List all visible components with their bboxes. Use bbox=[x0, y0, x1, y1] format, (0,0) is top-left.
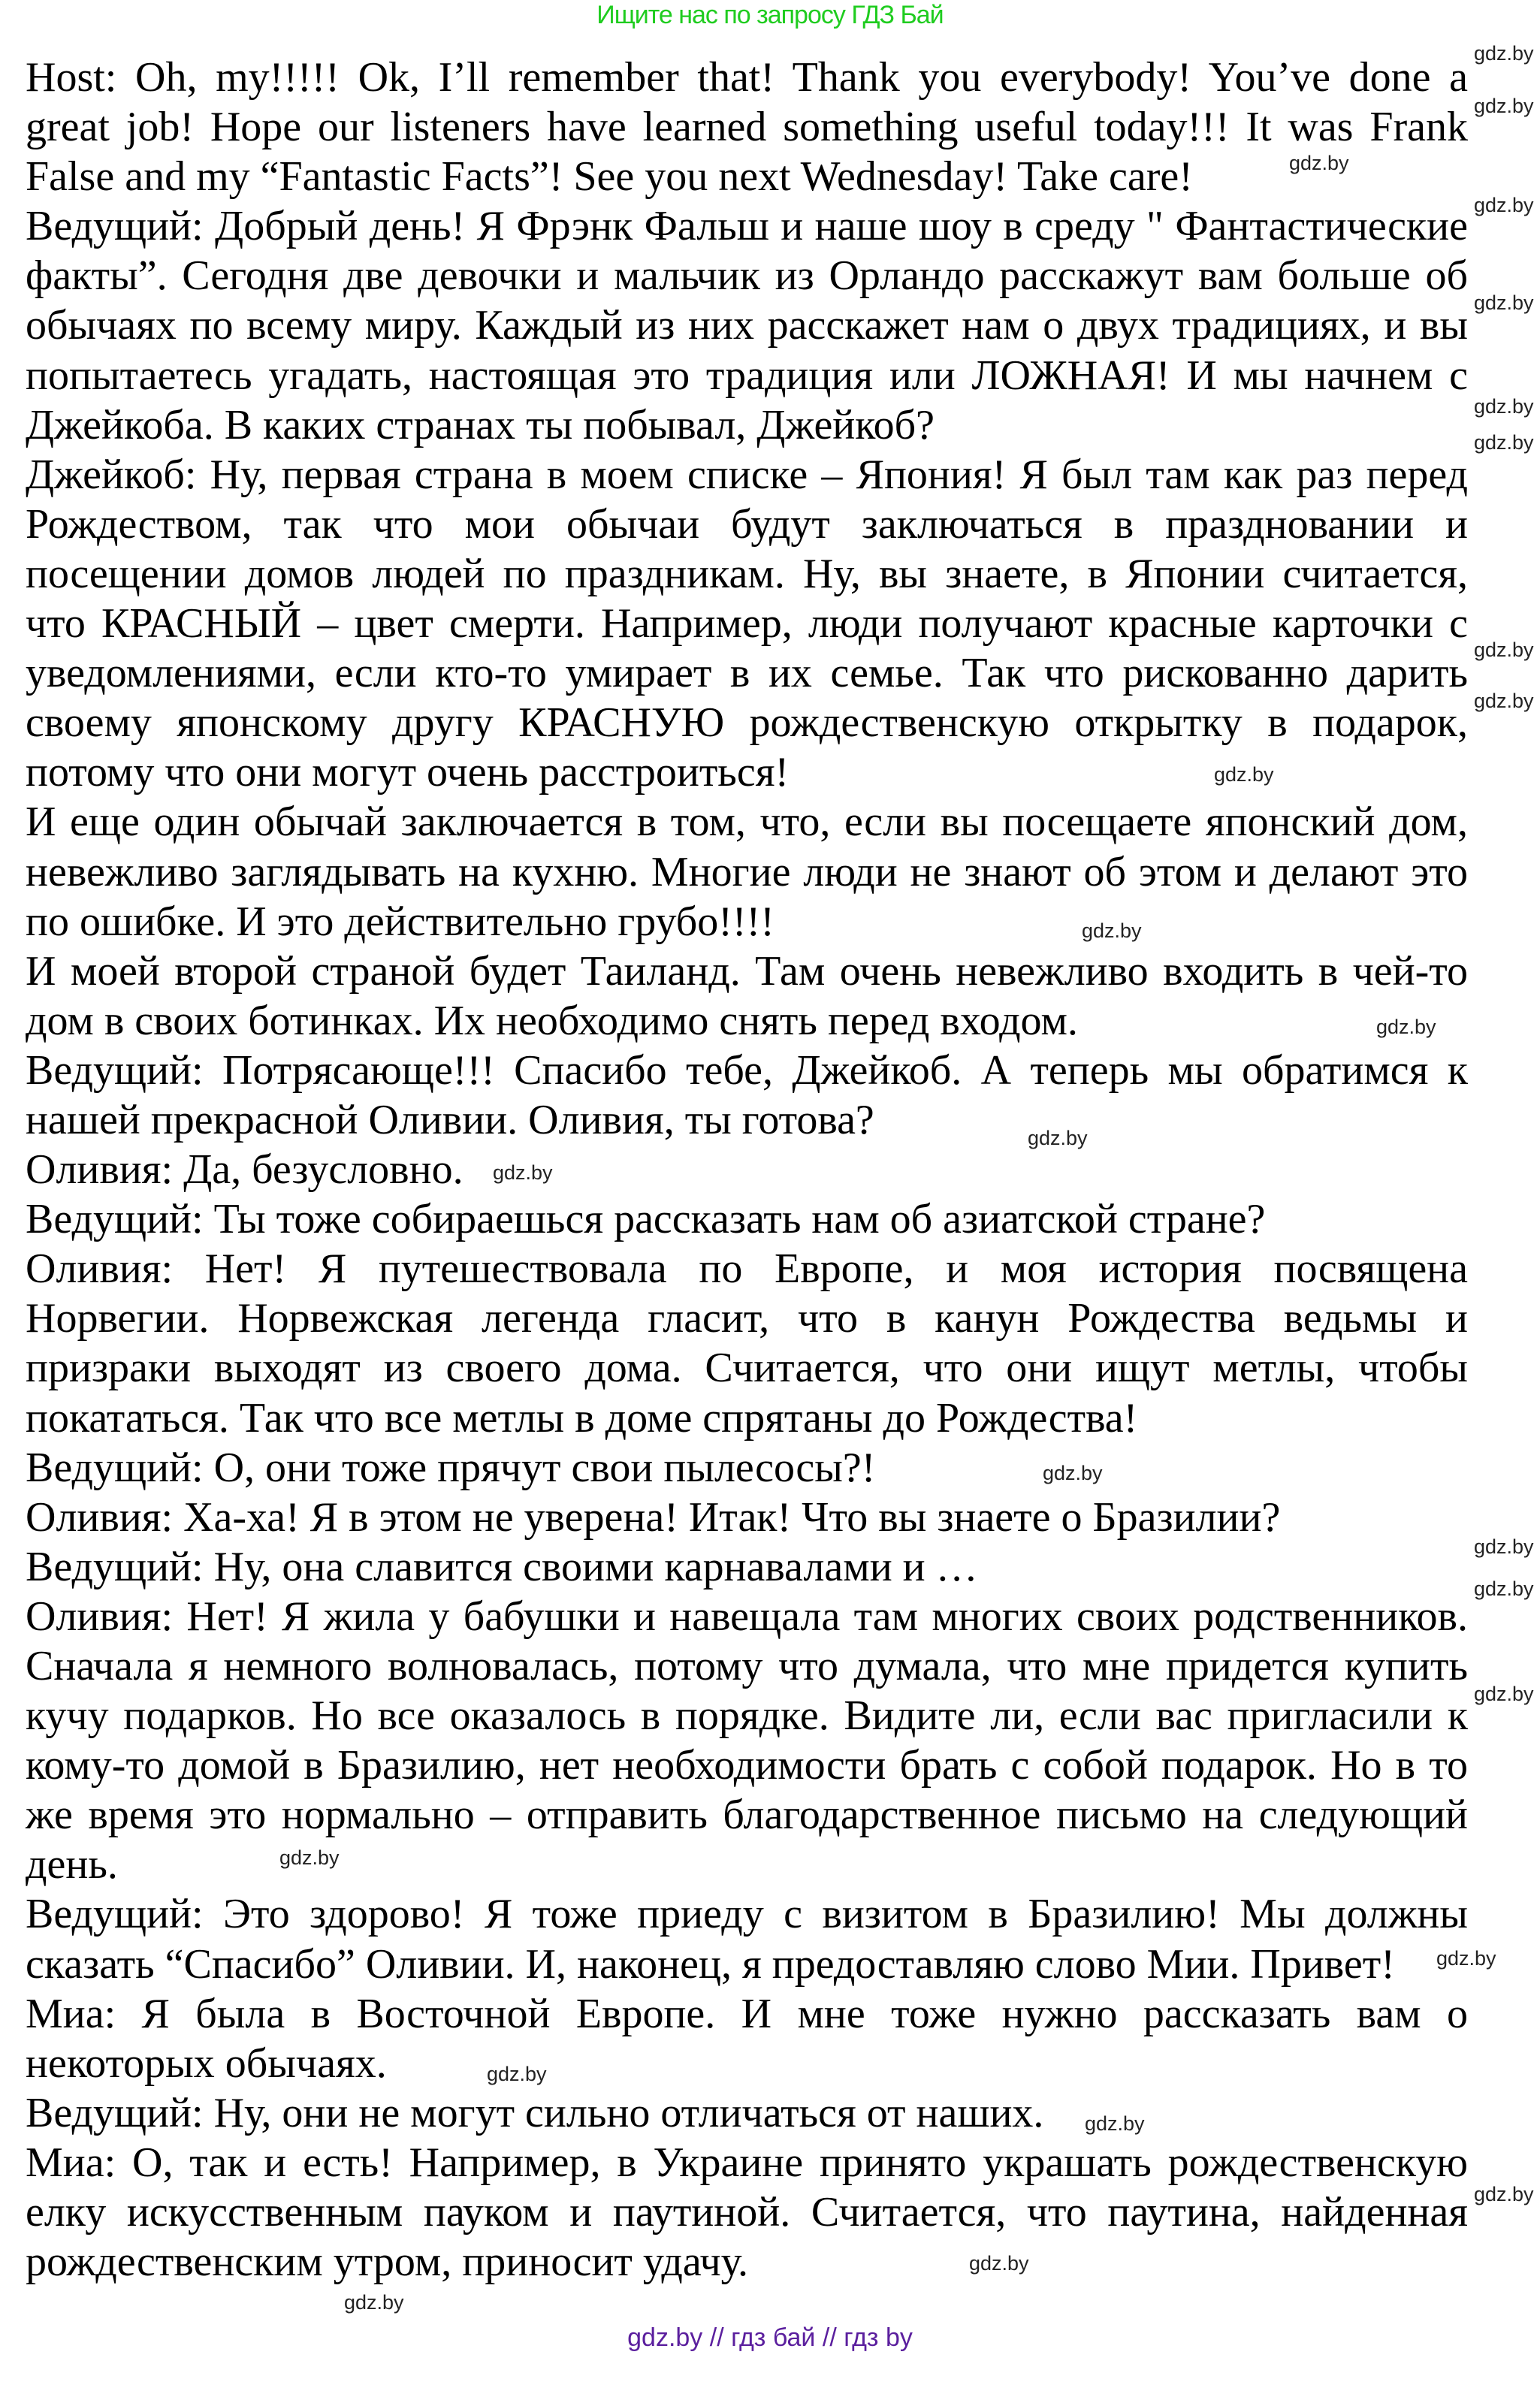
paragraph bbox=[26, 2088, 1468, 2138]
watermark-text: gdz.by bbox=[1474, 42, 1534, 65]
text-line: Ведущий: Ну, они не могут сильно отличаться от наших. bbox=[26, 2089, 1044, 2136]
watermark-text: gdz.by bbox=[1474, 395, 1534, 418]
text-line: И еще один обычай заключается в том, что, если вы посещаете японский дом, bbox=[26, 799, 1468, 846]
document-body bbox=[26, 53, 1468, 2287]
text-line: Ведущий: О, они тоже прячут свои пылесосы?! bbox=[26, 1444, 876, 1491]
text-line: False and my “Fantastic Facts”! See you next Wednesday! Take care! bbox=[26, 153, 1193, 201]
text-line: Ведущий: Потрясающе!!! Спасибо тебе, Джейкоб. А теперь мы обратимся к bbox=[26, 1046, 1468, 1094]
text-line: покататься. Так что все метлы в доме спрятаны до Рождества! bbox=[26, 1394, 1138, 1442]
watermark-text: gdz.by bbox=[1028, 1127, 1088, 1149]
text-line: Ведущий: Ну, она славится своими карнавалами и … bbox=[26, 1543, 978, 1590]
paragraph bbox=[26, 1046, 1468, 1145]
watermark-text: gdz.by bbox=[969, 2252, 1029, 2275]
search-banner: Ищите нас по запросу ГДЗ Бай bbox=[596, 1, 944, 29]
text-line: Миа: О, так и есть! Например, в Украине принято украшать рождественскую bbox=[26, 2139, 1468, 2186]
paragraph bbox=[26, 1889, 1468, 1988]
text-line: факты”. Сегодня две девочки и мальчик из Орландо расскажут вам больше об bbox=[26, 252, 1468, 300]
paragraph bbox=[26, 1493, 1468, 1542]
watermark-text: gdz.by bbox=[1474, 639, 1534, 661]
watermark-text: gdz.by bbox=[1043, 1462, 1103, 1484]
text-line: по ошибке. И это действительно грубо!!!! bbox=[26, 898, 775, 945]
text-line: Ведущий: Это здорово! Я тоже приеду с визитом в Бразилию! Мы должны bbox=[26, 1891, 1468, 1938]
watermark-text: gdz.by bbox=[1474, 1535, 1534, 1558]
watermark-text: gdz.by bbox=[1474, 2183, 1534, 2205]
paragraph bbox=[26, 1194, 1468, 1244]
text-line: Оливия: Ха-ха! Я в этом не уверена! Итак! Что вы знаете о Бразилии? bbox=[26, 1493, 1281, 1541]
text-line: кучу подарков. Но все оказалось в порядке. Видите ли, если вас пригласили к bbox=[26, 1692, 1468, 1740]
paragraph bbox=[26, 1244, 1468, 1442]
text-line: great job! Hope our listeners have learned something useful today!!! It was Frank bbox=[26, 104, 1468, 151]
watermark-text: gdz.by bbox=[1474, 690, 1534, 712]
watermark-text: gdz.by bbox=[1214, 763, 1274, 786]
paragraph bbox=[26, 946, 1468, 1046]
watermark-text: gdz.by bbox=[1474, 194, 1534, 216]
text-line: Ведущий: Ты тоже собираешься рассказать нам об азиатской стране? bbox=[26, 1196, 1266, 1243]
watermark-text: gdz.by bbox=[1474, 1683, 1534, 1705]
watermark-text: gdz.by bbox=[1082, 919, 1142, 942]
text-line: посещении домов людей по праздникам. Ну, вы знаете, в Японии считается, bbox=[26, 550, 1468, 597]
watermark-text: gdz.by bbox=[1376, 1016, 1436, 1038]
text-line: Ведущий: Добрый день! Я Фрэнк Фальш и наше шоу в среду " Фантастические bbox=[26, 203, 1468, 250]
watermark-text: gdz.by bbox=[1474, 431, 1534, 454]
watermark-text: gdz.by bbox=[1474, 291, 1534, 314]
text-line: попытаетесь угадать, настоящая это традиция или ЛОЖНАЯ! И мы начнем с bbox=[26, 352, 1468, 399]
watermark-text: gdz.by bbox=[1436, 1947, 1496, 1970]
text-line: обычаях по всему миру. Каждый из них расскажет нам о двух традициях, и вы bbox=[26, 302, 1468, 349]
text-line: что КРАСНЫЙ – цвет смерти. Например, люди получают красные карточки с bbox=[26, 600, 1468, 648]
text-line: потому что они могут очень расстроиться! bbox=[26, 749, 790, 796]
paragraph bbox=[26, 797, 1468, 946]
watermark-text: gdz.by bbox=[1474, 95, 1534, 117]
text-line: своему японскому другу КРАСНУЮ рождественскую открытку в подарок, bbox=[26, 699, 1468, 747]
watermark-text: gdz.by bbox=[344, 2291, 404, 2314]
paragraph bbox=[26, 2138, 1468, 2287]
text-line: Оливия: Нет! Я путешествовала по Европе, и моя история посвящена bbox=[26, 1245, 1468, 1293]
text-line: рождественским утром, приносит удачу. bbox=[26, 2239, 749, 2286]
text-line: Норвегии. Норвежская легенда гласит, что в канун Рождества ведьмы и bbox=[26, 1295, 1468, 1342]
paragraph bbox=[26, 1592, 1468, 1890]
text-line: Host: Oh, my!!!!! Ok, I’ll remember that! Thank you everybody! You’ve done a bbox=[26, 54, 1468, 101]
text-line: невежливо заглядывать на кухню. Многие люди не знают об этом и делают это bbox=[26, 848, 1468, 895]
text-line: елку искусственным пауком и паутиной. Считается, что паутина, найденная bbox=[26, 2189, 1468, 2236]
paragraph bbox=[26, 201, 1468, 449]
text-line: некоторых обычаях. bbox=[26, 2039, 387, 2087]
text-line: Джейкоб: Ну, первая страна в моем списке – Япония! Я был там как раз перед bbox=[26, 451, 1468, 498]
watermark-text: gdz.by bbox=[1474, 1577, 1534, 1600]
text-line: Миа: Я была в Восточной Европе. И мне тоже нужно рассказать вам о bbox=[26, 1990, 1468, 2037]
text-line: Оливия: Нет! Я жила у бабушки и навещала там многих своих родственников. bbox=[26, 1592, 1468, 1640]
text-line: сказать “Спасибо” Оливии. И, наконец, я предоставляю слово Мии. Привет! bbox=[26, 1940, 1395, 1988]
footer-links: gdz.by // гдз бай // гдз by bbox=[627, 2323, 913, 2352]
paragraph bbox=[26, 450, 1468, 798]
text-line: Сначала я немного волновалась, потому что думала, что мне придется купить bbox=[26, 1643, 1468, 1689]
text-line: уведомлениями, если кто-то умирает в их семье. Так что рискованно дарить bbox=[26, 650, 1468, 697]
text-line: же время это нормально – отправить благодарственное письмо на следующий bbox=[26, 1792, 1468, 1839]
paragraph bbox=[26, 1989, 1468, 2088]
text-line: Рождеством, так что мои обычаи будут заключаться в праздновании и bbox=[26, 500, 1468, 548]
paragraph bbox=[26, 1443, 1468, 1493]
text-line: Джейкоба. В каких странах ты побывал, Джейкоб? bbox=[26, 401, 935, 448]
watermark-text: gdz.by bbox=[493, 1161, 553, 1184]
text-line: Оливия: Да, безусловно. bbox=[26, 1146, 464, 1194]
text-line: призраки выходят из своего дома. Считается, что они ищут метлы, чтобы bbox=[26, 1345, 1468, 1392]
text-line: И моей второй страной будет Таиланд. Там очень невежливо входить в чей-то bbox=[26, 947, 1468, 995]
paragraph bbox=[26, 53, 1468, 201]
watermark-text: gdz.by bbox=[279, 1846, 340, 1869]
paragraph bbox=[26, 1145, 1468, 1194]
watermark-text: gdz.by bbox=[1289, 152, 1349, 174]
text-line: дом в своих ботинках. Их необходимо снять перед входом. bbox=[26, 997, 1078, 1044]
text-line: день. bbox=[26, 1841, 118, 1888]
paragraph bbox=[26, 1542, 1468, 1592]
text-line: кому-то домой в Бразилию, нет необходимости брать с собой подарок. Но в то bbox=[26, 1742, 1468, 1789]
watermark-text: gdz.by bbox=[1085, 2112, 1145, 2135]
watermark-text: gdz.by bbox=[487, 2063, 547, 2085]
text-line: нашей прекрасной Оливии. Оливия, ты готова? bbox=[26, 1096, 874, 1143]
